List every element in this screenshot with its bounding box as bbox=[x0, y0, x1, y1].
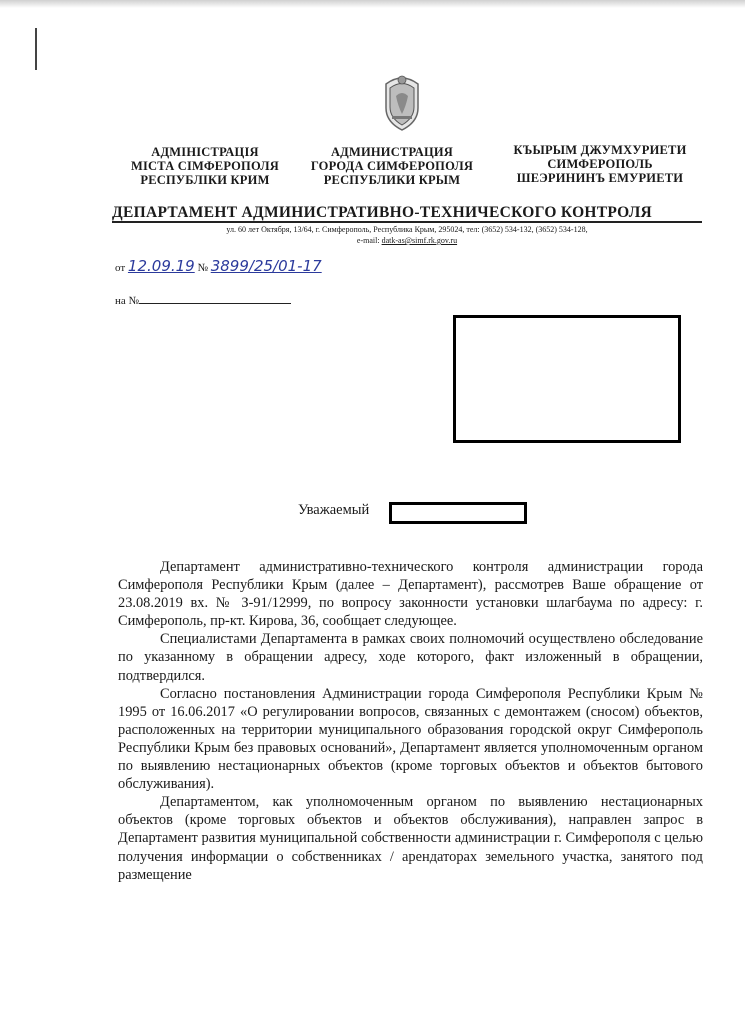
header-ua-line-3: РЕСПУБЛІКИ КРИМ bbox=[140, 173, 270, 187]
department-title: ДЕПАРТАМЕНТ АДМИНИСТРАТИВНО-ТЕХНИЧЕСКОГО КОНТРОЛЯ bbox=[112, 204, 653, 221]
header-crh-line-3: ШЕЭРИНИНЪ ЕМУРИЕТИ bbox=[516, 171, 684, 185]
body-paragraph-2: Специалистами Департамента в рамках своих полномочий осуществлено обследование по указанному в обращении адресу, ходе которого, факт изложенный в обращении, подтвердился. bbox=[118, 631, 703, 684]
header-ru-line-2: ГОРОДА СИМФЕРОПОЛЯ bbox=[310, 159, 474, 173]
outgoing-reference bbox=[115, 257, 322, 275]
body-paragraph-3: Согласно постановления Администрации города Симферополя Республики Крым № 1995 от 16.06.2017 «О регулировании вопросов, связанных с демонтажем (сносом) объектов, расположенных на территории муниципального образования городской округ Симферополь Республики Крым без правовых оснований», Департамент является уполномоченным органом по выявлению нестационарных объектов (кроме торговых объектов и объектов бытового обслуживания). bbox=[118, 685, 703, 793]
from-label: от bbox=[115, 262, 126, 274]
body-paragraph-4: Департаментом, как уполномоченным органом по выявлению нестационарных объектов (кроме торговых объектов и объектов обслуживания), направлен запрос в Департамент развития муниципальной собственности администрации г. Симферополя с целью получения информации о собственниках / арендаторах земельного участка, занятого под размещение bbox=[118, 794, 703, 883]
na-label: на № bbox=[115, 295, 140, 307]
coat-of-arms-icon bbox=[380, 70, 424, 132]
header-ru-line-3: РЕСПУБЛИКИ КРЫМ bbox=[323, 173, 461, 187]
email-link[interactable]: datk-as@simf.rk.gov.ru bbox=[381, 236, 458, 245]
incoming-reference bbox=[115, 293, 291, 307]
department-contacts bbox=[112, 224, 702, 246]
redacted-addressee-block bbox=[453, 315, 681, 443]
header-crh-line-1: КЪЫРЫМ ДЖУМХУРИЕТИ bbox=[513, 143, 687, 157]
department-email-line bbox=[112, 235, 702, 246]
letter-body bbox=[118, 558, 703, 884]
handwritten-date: 12.09.19 bbox=[127, 257, 195, 275]
header-ru-line-1: АДМИНИСТРАЦИЯ bbox=[330, 145, 454, 159]
scan-top-edge bbox=[0, 0, 745, 8]
header-russian bbox=[300, 145, 484, 187]
salutation: Уважаемый bbox=[298, 502, 370, 518]
handwritten-number: 3899/25/01-17 bbox=[210, 257, 322, 275]
number-label: № bbox=[197, 262, 208, 274]
scan-margin-mark bbox=[35, 28, 37, 70]
header-ua-line-2: МІСТА СІМФЕРОПОЛЯ bbox=[130, 159, 279, 173]
header-divider bbox=[112, 221, 702, 223]
incoming-number-blank bbox=[139, 293, 291, 304]
header-ukrainian bbox=[122, 145, 288, 187]
header-ua-line-1: АДМІНІСТРАЦІЯ bbox=[151, 145, 259, 159]
department-address: ул. 60 лет Октября, 13/64, г. Симферополь, Республика Крым, 295024, тел: (3652) 534-132, (3652) 534-128, bbox=[226, 225, 588, 234]
redacted-addressee-name bbox=[389, 502, 527, 524]
header-crh-line-2: СИМФЕРОПОЛЬ bbox=[547, 157, 653, 171]
body-paragraph-1: Департамент административно-технического контроля администрации города Симферополя Республики Крым (далее – Департамент), рассмотрев Ваше обращение от 23.08.2019 вх. № З-91/12999, по вопросу законности установки шлагбаума по адресу: г. Симферополь, пр-кт. Кирова, 36, сообщает следующее. bbox=[118, 559, 703, 630]
email-label: e-mail: bbox=[356, 236, 380, 245]
header-crimean-tatar bbox=[500, 143, 700, 185]
